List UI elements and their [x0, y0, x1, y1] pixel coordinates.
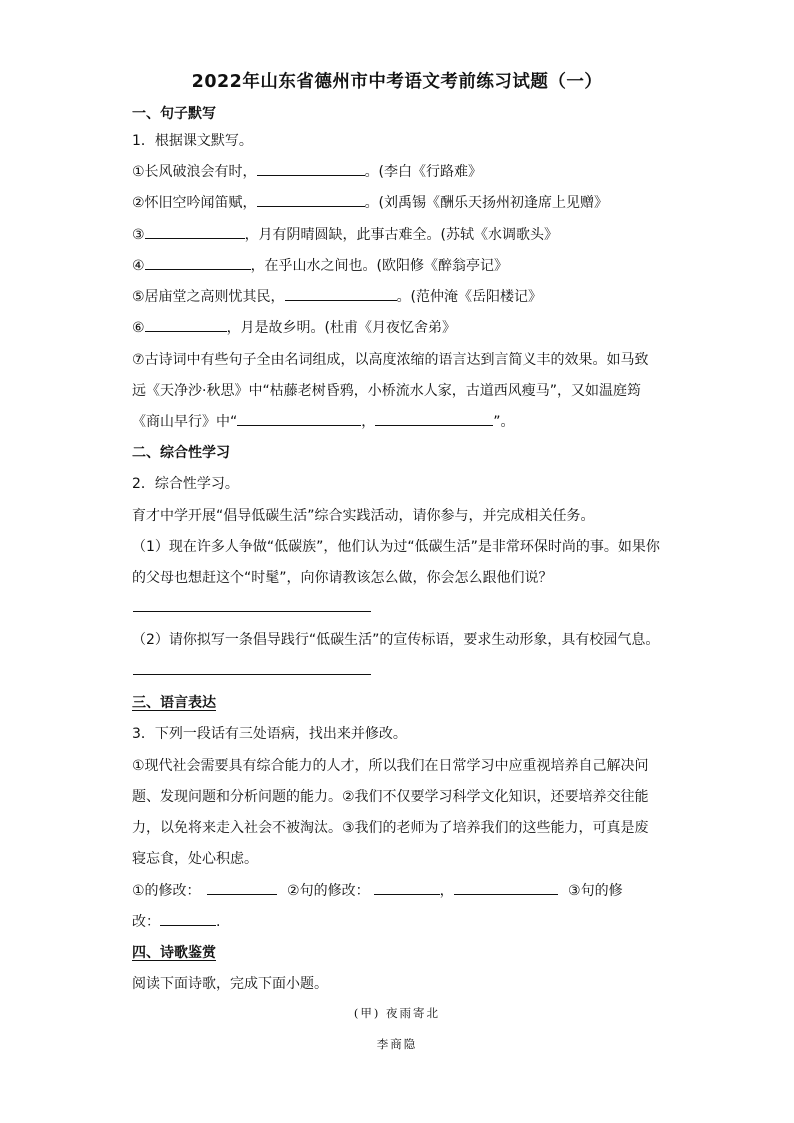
q3-answer-3-label-cont: 改： — [132, 914, 160, 930]
q1-line-4 — [132, 255, 508, 275]
answer-blank-8[interactable] — [375, 411, 493, 426]
q1-line-7c-sep: ， — [361, 414, 376, 430]
q2-part1-line2: 的父母也想赶这个“时髦”，向你请教该怎么做，你会怎么跟他们说？ — [132, 570, 553, 586]
q1-line-5 — [132, 286, 542, 306]
answer-blank-4[interactable] — [145, 255, 251, 270]
q1-line-6-suffix: ，月是故乡明。(杜甫《月夜忆舍弟》 — [226, 320, 457, 336]
answer-blank-12[interactable] — [160, 911, 216, 926]
q1-line-3-suffix: ，月有阴晴圆缺，此事古难全。(苏轼《水调歌头》 — [244, 227, 559, 243]
section-heading-3: 三、语言表达 — [132, 695, 216, 711]
answer-line-1[interactable] — [133, 611, 371, 612]
q1-line-2-prefix: ②怀旧空吟闻笛赋， — [132, 195, 257, 211]
q1-line-7c-prefix: 《商山早行》中“ — [132, 414, 238, 430]
poem-title: (甲) 夜雨寄北 — [353, 1006, 441, 1020]
q1-line-4-prefix: ④ — [132, 258, 145, 274]
q3-answer-line2 — [132, 911, 220, 931]
q1-line-5-prefix: ⑤居庙堂之高则忧其民， — [132, 289, 285, 305]
q1-line-7c-suffix: ”。 — [493, 414, 515, 430]
answer-blank-9[interactable] — [207, 880, 277, 895]
q1-line-6 — [132, 317, 456, 337]
q1-line-7a: ⑦古诗词中有些句子全由名词组成，以高度浓缩的语言达到言简义丰的效果。如马致 — [132, 352, 649, 368]
q1-line-4-suffix: ，在乎山水之间也。(欧阳修《醉翁亭记》 — [250, 258, 509, 274]
q3-answer-3-end: . — [216, 914, 221, 930]
section-heading-4: 四、诗歌鉴赏 — [132, 945, 216, 961]
q1-line-6-prefix: ⑥ — [132, 320, 145, 336]
answer-blank-7[interactable] — [237, 411, 361, 426]
q1-line-7b: 远《天净沙·秋思》中“枯藤老树昏鸦，小桥流水人家，古道西风瘦马”，又如温庭筠 — [132, 383, 641, 399]
q3-answer-2-sep: ， — [439, 883, 454, 899]
page-title: 2022年山东省德州市中考语文考前练习试题（一） — [191, 72, 603, 92]
q4-intro: 阅读下面诗歌，完成下面小题。 — [132, 976, 328, 992]
answer-line-2[interactable] — [133, 674, 371, 675]
q3-answer-2-label: ②句的修改： — [287, 883, 370, 899]
poem-author: 李商隐 — [376, 1037, 418, 1051]
q1-line-1 — [132, 161, 482, 181]
q2-part1-line1: （1）现在许多人争做“低碳族”，他们认为过“低碳生活”是非常环保时尚的事。如果你 — [132, 539, 660, 555]
section-heading-1: 一、句子默写 — [132, 106, 216, 122]
answer-blank-10[interactable] — [374, 880, 440, 895]
answer-blank-11[interactable] — [454, 880, 558, 895]
q1-line-1-prefix: ①长风破浪会有时， — [132, 164, 257, 180]
q3-text-line1: ①现代社会需要具有综合能力的人才，所以我们在日常学习中应重视培养自己解决问 — [132, 758, 649, 774]
q3-text-line4: 寝忘食，处心积虑。 — [132, 851, 258, 867]
q1-line-2 — [132, 192, 608, 212]
q2-part2: （2）请你拟写一条倡导践行“低碳生活”的宣传标语，要求生动形象，具有校园气息。 — [132, 632, 660, 648]
q1-line-5-suffix: 。(范仲淹《岳阳楼记》 — [396, 289, 543, 305]
answer-blank-5[interactable] — [285, 286, 397, 301]
q3-stem: 3．下列一段话有三处语病，找出来并修改。 — [132, 726, 407, 742]
answer-blank-6[interactable] — [145, 317, 227, 332]
q1-line-1-suffix: 。(李白《行路难》 — [364, 164, 483, 180]
q3-text-line2: 题、发现问题和分析问题的能力。②我们不仅要学习科学文化知识，还要培养交往能 — [132, 789, 649, 805]
q3-answer-3-label: ③句的修 — [568, 883, 623, 899]
q2-stem: 2．综合性学习。 — [132, 476, 239, 492]
section-heading-2: 二、综合性学习 — [132, 445, 230, 461]
answer-blank-2[interactable] — [257, 192, 365, 207]
q3-answer-line — [132, 880, 623, 900]
q3-answer-1-label: ①的修改： — [132, 883, 201, 899]
answer-blank-1[interactable] — [257, 161, 365, 176]
q1-line-2-suffix: 。(刘禹锡《酬乐天扬州初逢席上见赠》 — [364, 195, 609, 211]
answer-blank-3[interactable] — [145, 224, 245, 239]
q3-text-line3: 力，以免将来走入社会不被淘汰。③我们的老师为了培养我们的这些能力，可真是废 — [132, 820, 649, 836]
q2-intro: 育才中学开展“倡导低碳生活”综合实践活动，请你参与，并完成相关任务。 — [132, 508, 595, 524]
q1-line-3 — [132, 224, 558, 244]
q1-stem: 1．根据课文默写。 — [132, 133, 253, 149]
q1-line-7c — [132, 411, 515, 431]
q1-line-3-prefix: ③ — [132, 227, 145, 243]
